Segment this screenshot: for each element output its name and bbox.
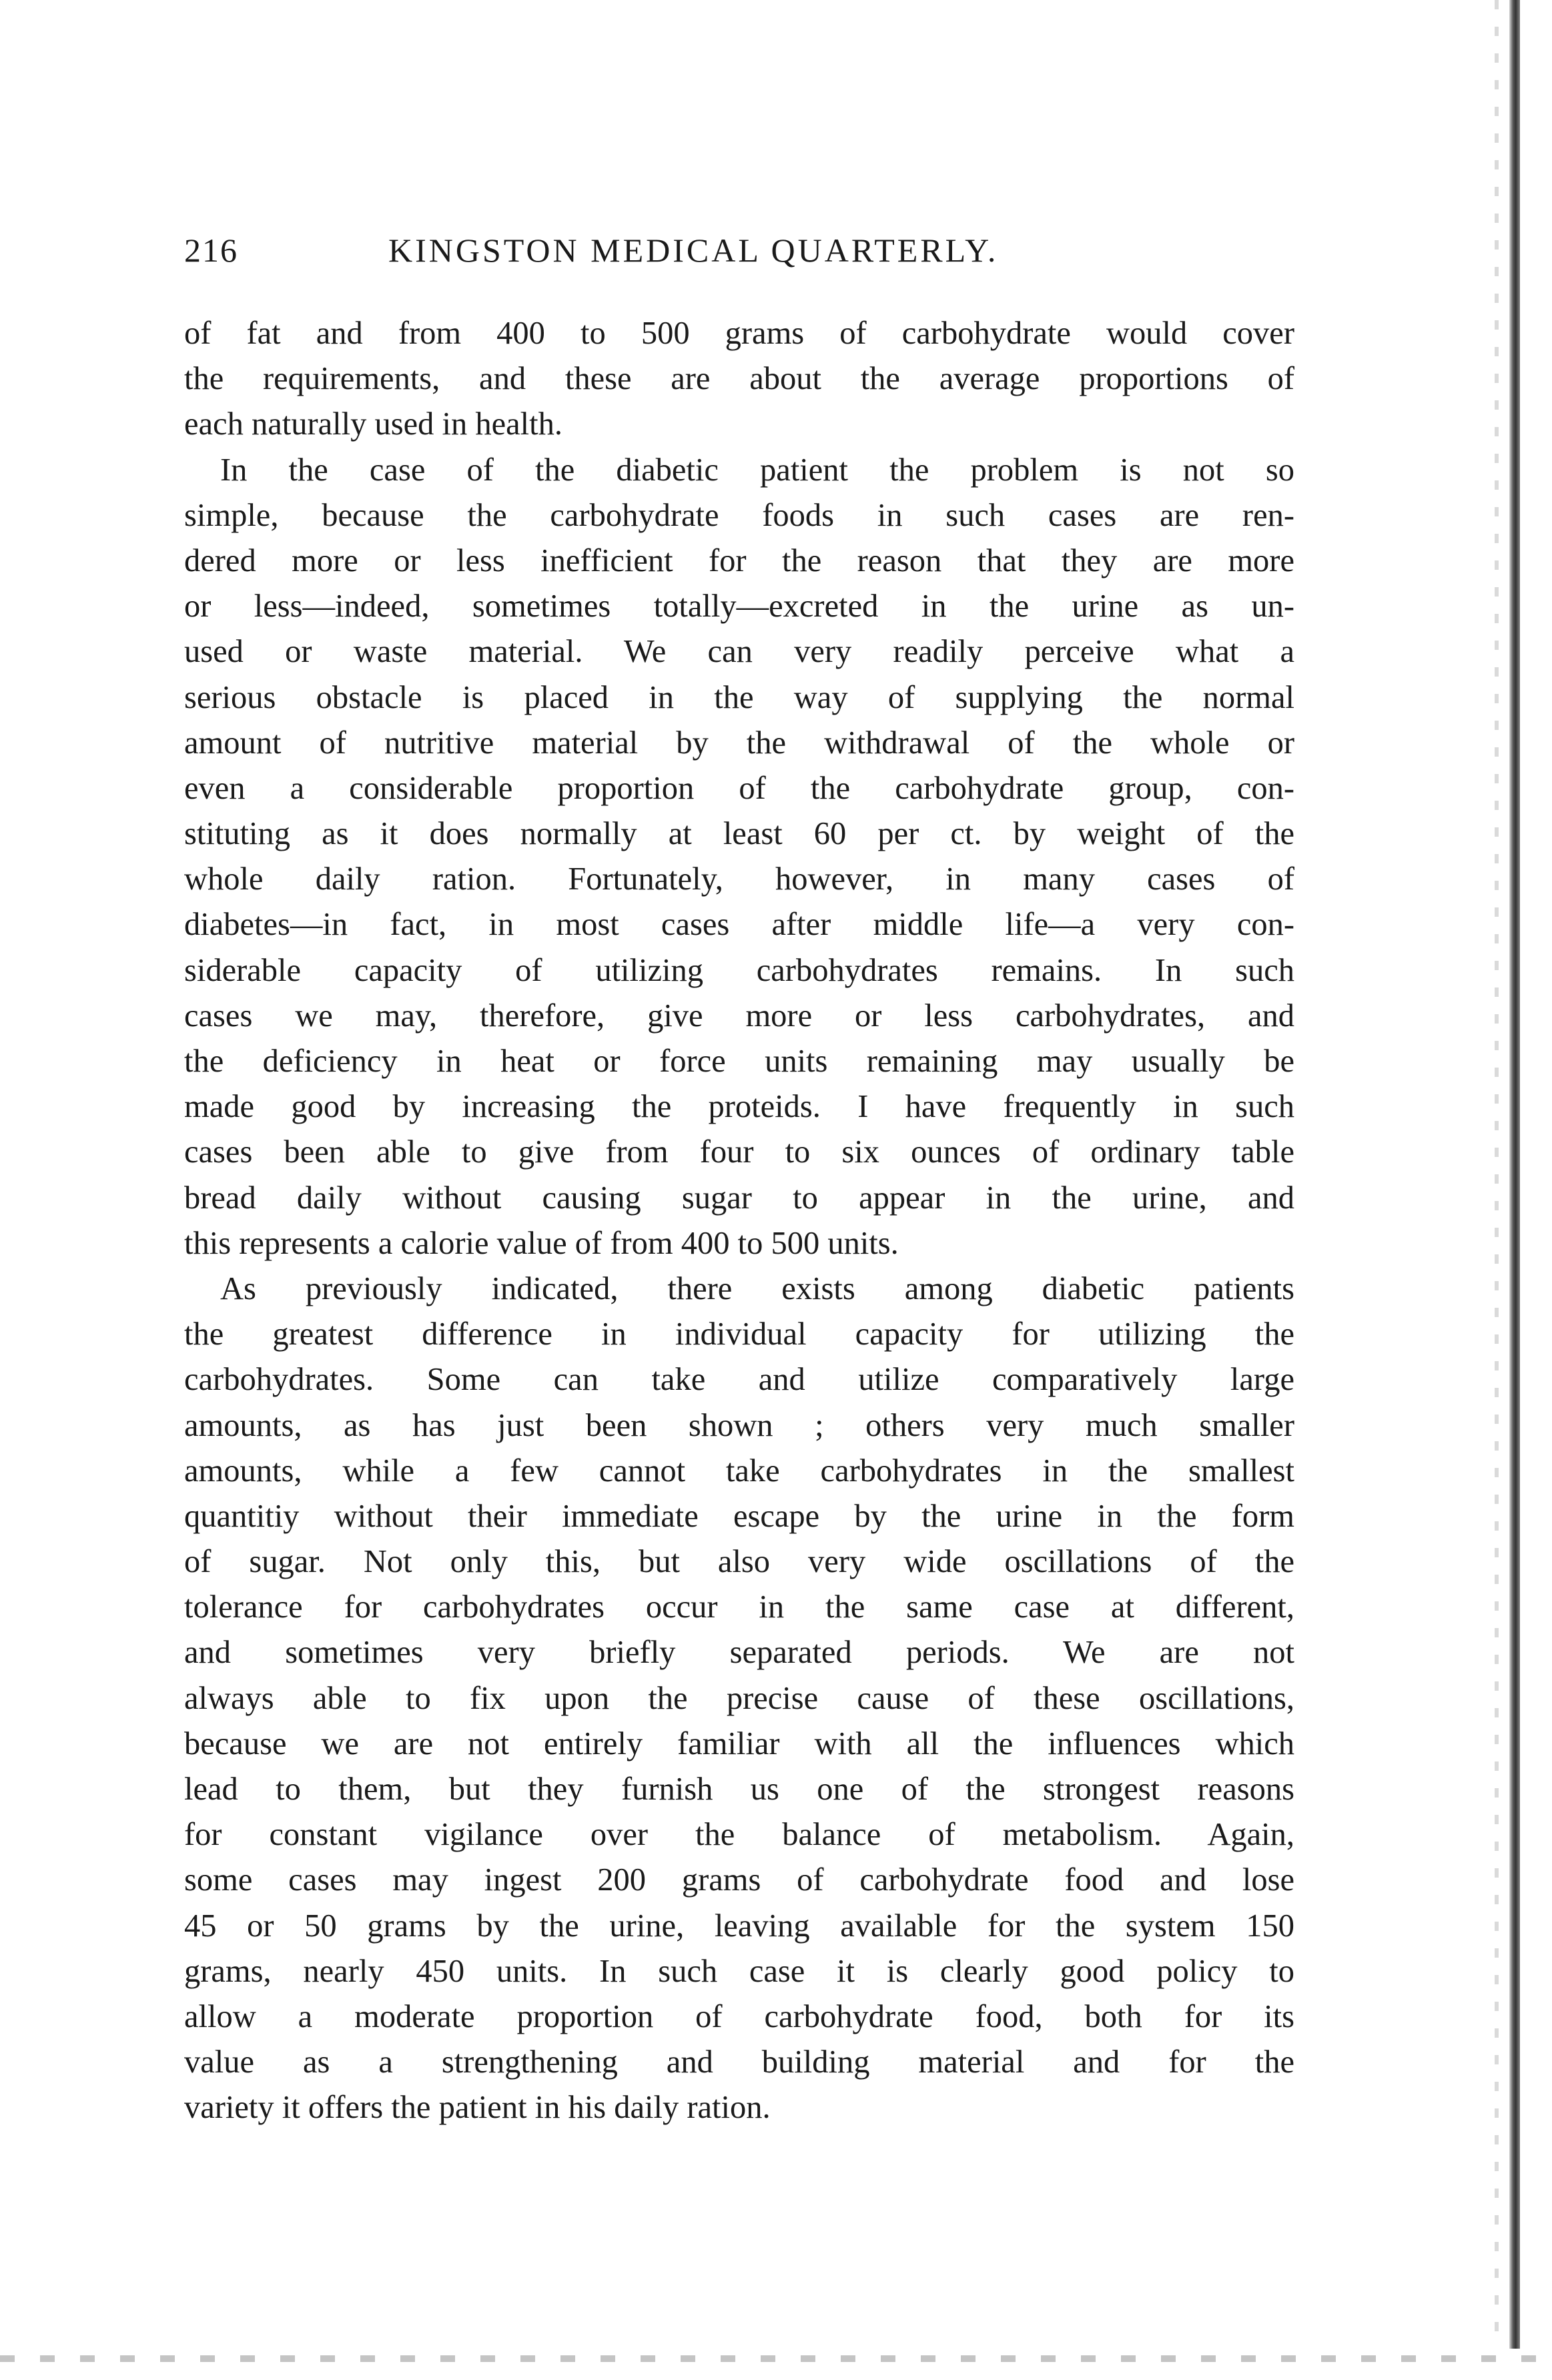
text-line: value as a strengthening and building material and for the bbox=[184, 2044, 1294, 2080]
text-line: quantitiy without their immediate escape by the urine in the form bbox=[184, 1498, 1294, 1534]
text-line: lead to them, but they furnish us one of the strongest reasons bbox=[184, 1771, 1294, 1807]
text-line: of sugar. Not only this, but also very wide oscillations of the bbox=[184, 1544, 1294, 1580]
page-edge-shadow bbox=[1495, 0, 1499, 2349]
text-line: siderable capacity of utilizing carbohydrates remains. In such bbox=[184, 952, 1294, 988]
scan-noise-bottom bbox=[0, 2355, 1552, 2362]
text-line: used or waste material. We can very readily perceive what a bbox=[184, 634, 1294, 670]
text-line: carbohydrates. Some can take and utilize comparatively large bbox=[184, 1362, 1294, 1398]
text-line: cases been able to give from four to six ounces of ordinary table bbox=[184, 1134, 1294, 1170]
text-line: serious obstacle is placed in the way of supplying the normal bbox=[184, 679, 1294, 715]
text-line: some cases may ingest 200 grams of carbohydrate food and lose bbox=[184, 1862, 1294, 1898]
text-line: grams, nearly 450 units. In such case it is clearly good policy to bbox=[184, 1953, 1294, 1989]
text-line: the requirements, and these are about the average proportions of bbox=[184, 361, 1294, 397]
text-line: cases we may, therefore, give more or less carbohydrates, and bbox=[184, 998, 1294, 1034]
text-line: the greatest difference in individual capacity for utilizing the bbox=[184, 1316, 1294, 1352]
text-line: As previously indicated, there exists among diabetic patients bbox=[220, 1270, 1294, 1306]
text-line: and sometimes very briefly separated periods. We are not bbox=[184, 1635, 1294, 1671]
text-line: this represents a calorie value of from 400 to 500 units. bbox=[184, 1225, 899, 1261]
text-line: simple, because the carbohydrate foods in such cases are ren- bbox=[184, 497, 1294, 533]
text-line: or less—indeed, sometimes totally—excreted in the urine as un- bbox=[184, 588, 1294, 625]
text-line: amounts, as has just been shown ; others very much smaller bbox=[184, 1407, 1294, 1443]
text-line: each naturally used in health. bbox=[184, 406, 562, 442]
text-line: diabetes—in fact, in most cases after middle life—a very con- bbox=[184, 907, 1294, 943]
text-line: In the case of the diabetic patient the problem is not so bbox=[220, 452, 1294, 488]
text-line: amount of nutritive material by the withdrawal of the whole or bbox=[184, 725, 1294, 761]
text-line: amounts, while a few cannot take carbohydrates in the smallest bbox=[184, 1453, 1294, 1489]
text-line: of fat and from 400 to 500 grams of carbohydrate would cover bbox=[184, 316, 1294, 351]
text-line: always able to fix upon the precise cause of these oscillations, bbox=[184, 1680, 1294, 1716]
text-line: whole daily ration. Fortunately, however, in many cases of bbox=[184, 861, 1294, 897]
running-head bbox=[184, 227, 1318, 274]
text-line: because we are not entirely familiar with all the influences which bbox=[184, 1725, 1294, 1761]
page-number: 216 bbox=[184, 232, 238, 269]
journal-title: KINGSTON MEDICAL QUARTERLY. bbox=[388, 232, 999, 269]
text-line: for constant vigilance over the balance of metabolism. Again, bbox=[184, 1817, 1294, 1853]
text-line: dered more or less inefficient for the reason that they are more bbox=[184, 542, 1294, 578]
text-line: tolerance for carbohydrates occur in the same case at different, bbox=[184, 1589, 1294, 1625]
text-line: variety it offers the patient in his daily ration. bbox=[184, 2090, 771, 2126]
text-line: the deficiency in heat or force units remaining may usually be bbox=[184, 1044, 1294, 1079]
text-line: 45 or 50 grams by the urine, leaving available for the system 150 bbox=[184, 1908, 1294, 1944]
text-line: stituting as it does normally at least 60 per ct. by weight of the bbox=[184, 816, 1294, 852]
text-line: even a considerable proportion of the carbohydrate group, con- bbox=[184, 770, 1294, 806]
binding-edge bbox=[1509, 0, 1520, 2349]
body-text bbox=[184, 311, 1294, 2131]
text-line: bread daily without causing sugar to appear in the urine, and bbox=[184, 1180, 1294, 1216]
text-line: allow a moderate proportion of carbohydrate food, both for its bbox=[184, 1998, 1294, 2034]
text-line: made good by increasing the proteids. I have frequently in such bbox=[184, 1089, 1294, 1125]
